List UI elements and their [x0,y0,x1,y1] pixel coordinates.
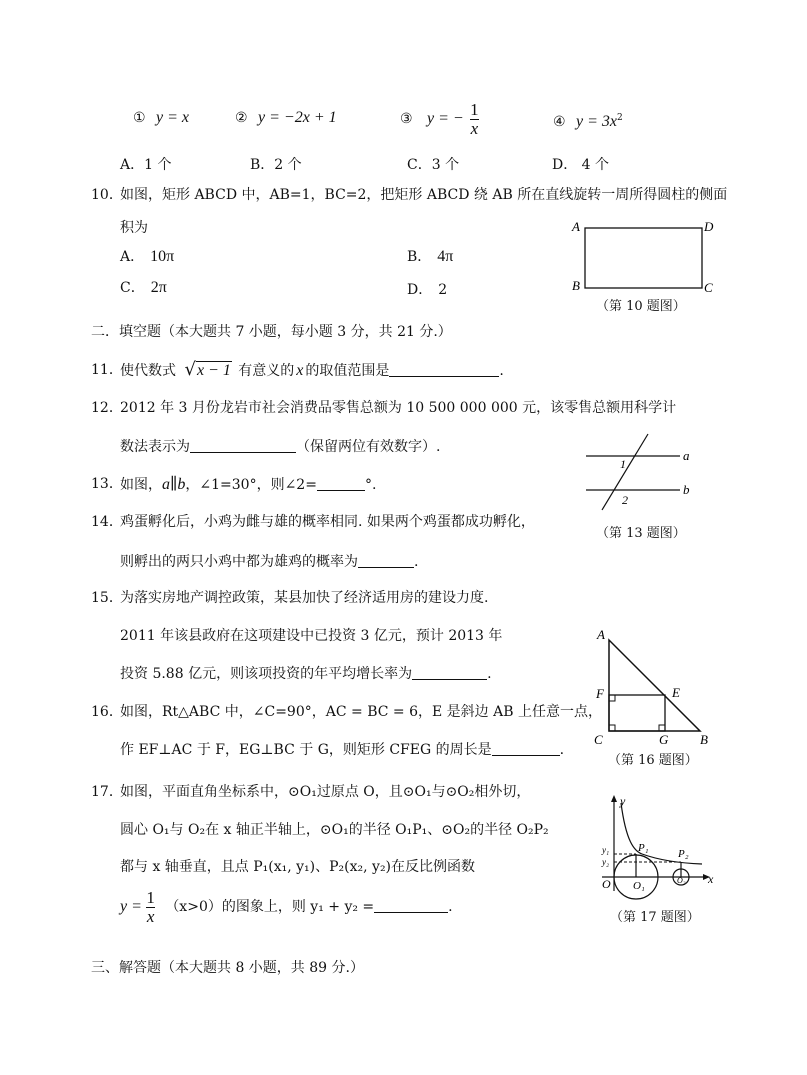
q9-formula-1: y = x [156,109,190,126]
q10-label-b: B [572,278,580,293]
q9-item-2 [235,110,337,126]
q14-end: . [414,554,419,570]
q11-answer-blank[interactable] [389,362,499,377]
q9-formula-3-fraction [470,101,479,138]
q9-item-4 [553,110,623,130]
q15-line2: 2011 年该县政府在这项建设中已投资 3 亿元，预计 2013 年 [120,628,503,644]
q9-option-c: C．3 个 [407,157,460,173]
q9-item-1 [133,110,189,126]
q11-radicand: x − 1 [196,362,231,379]
q11-number: 11． [91,362,123,378]
q14-line1: 鸡蛋孵化后，小鸡为雌与雄的概率相同. 如果两个鸡蛋都成功孵化， [120,514,535,530]
q16-line2 [120,741,564,758]
q16-label-c: C [594,732,603,747]
q13-text [120,476,376,493]
q9-marker-3: ③ [400,111,413,127]
q10-option-c [120,280,167,296]
q17-figure [594,793,722,903]
q14-line2 [120,553,418,570]
q13-end: °. [364,477,377,493]
q17-line3: 都与 x 轴垂直，且点 P₁(x₁, y₁)、P₂(x₂, y₂)在反比例函数 [120,859,476,875]
q12-number: 12． [91,400,123,416]
q9-item-3 [400,96,479,142]
q16-label-a: A [597,627,605,642]
q17-line4b: （x>0）的图象上，则 y₁ + y₂ = [165,899,375,915]
q17-label-p2: P₂ [678,848,689,860]
q16-label-b: B [700,732,708,747]
q10-option-b [407,249,453,265]
q13-label-b: b [683,482,690,497]
q10-label-a: A [572,219,580,234]
q9-formula-4: y = 3x [576,113,618,130]
q9-formula-2: y = −2x + 1 [258,109,337,126]
q15-line3-text: 投资 5.88 亿元，则该项投资的年平均增长率为 [120,666,413,682]
q12-line2 [120,438,440,455]
q10-option-d-letter: D． [407,282,433,298]
q12-answer-blank[interactable] [190,438,296,453]
q17-label-p1: P₁ [638,842,649,854]
q9-marker-2: ② [235,110,248,126]
q13-mid: ，∠1=30°，则∠2= [185,477,317,493]
q10-option-b-letter: B． [407,249,432,265]
q16-end: . [559,742,565,758]
q11-post: 有意义的 [238,363,295,379]
q13-angle-1: 1 [620,457,626,471]
q12-line2a: 数法表示为 [120,439,190,455]
q15-line1: 为落实房地产调控政策，某县加快了经济适用房的建设力度. [120,590,489,606]
q13-pre: 如图， [120,477,162,493]
q16-right-angle-g [659,725,665,731]
q17-label-o1: O₁ [633,880,645,892]
q11-pre: 使代数式 [120,363,176,379]
q14-line2-text: 则孵出的两只小鸡中都为雄鸡的概率为 [120,554,358,570]
q11-end: . [499,363,504,379]
q17-function-lhs: y = [120,898,142,915]
q16-figure [592,625,722,750]
q16-right-angle-c [609,725,615,731]
q17-caption: （第 17 题图） [610,910,700,925]
q11-radical [184,359,231,380]
q10-option-b-value: 4π [437,248,454,265]
q12-line1: 2012 年 3 月份龙岩市社会消费品零售总额为 10 500 000 000 元，该零售总额用科学计 [120,400,677,416]
q17-label-y2: y₂ [602,857,610,867]
q9-frac-den: x [470,118,479,138]
q15-end: . [487,666,492,682]
q17-label-y: y [620,794,626,808]
q16-triangle [609,640,700,731]
q17-line2: 圆心 O₁与 O₂在 x 轴正半轴上，⊙O₁的半径 O₁P₁、⊙O₂的半径 O₂P₂ [120,822,549,838]
q9-option-b: B．2 个 [250,157,302,173]
q16-answer-blank[interactable] [492,741,560,756]
q10-option-a-value: 10π [150,248,175,265]
q9-formula-3-lhs: y = − [427,110,464,127]
q16-line1: 如图，Rt△ABC 中，∠C=90°，AC = BC = 6，E 是斜边 AB 上任意一点， [120,704,602,720]
q16-rectangle-cfeg [609,695,665,731]
q13-parallel: a∥b [162,476,186,493]
q9-option-d: D． 4 个 [552,157,610,173]
q9-marker-4: ④ [553,114,566,130]
q15-number: 15． [91,590,123,606]
q11-text [120,359,504,380]
q13-angle-2: 2 [622,493,628,507]
q17-line4 [120,886,453,928]
q10-option-d-value: 2 [438,282,448,298]
q11-radical-sign: √ [184,359,196,380]
q10-option-a [120,249,174,265]
q17-frac-num: 1 [146,887,155,907]
q17-label-o2: O₂ [677,876,686,885]
q14-number: 14． [91,514,123,530]
q17-answer-blank[interactable] [374,898,448,913]
q17-end: . [448,899,453,915]
q17-label-x: x [708,872,714,886]
section2-title: 二．填空题（本大题共 7 小题，每小题 3 分，共 21 分.） [91,324,452,340]
q15-line3 [120,665,492,682]
q16-label-g: G [659,732,669,747]
q17-label-y1: y₁ [602,845,610,855]
q9-frac-num: 1 [470,99,479,119]
q14-answer-blank[interactable] [358,553,414,568]
q11-post2: 的取值范围是 [305,363,390,379]
q10-rectangle [585,228,702,288]
q11-var: x [296,362,304,379]
q10-label-c: C [704,280,713,295]
q10-caption: （第 10 题图） [596,299,686,314]
q9-marker-1: ① [133,110,146,126]
q17-number: 17． [91,784,123,800]
q10-line1: 如图，矩形 ABCD 中，AB=1，BC=2，把矩形 ABCD 绕 AB 所在直线旋转一周所得圆柱的侧面 [120,187,728,203]
q16-line2-text: 作 EF⊥AC 于 F，EG⊥BC 于 G，则矩形 CFEG 的周长是 [120,742,492,758]
q10-label-d: D [704,219,714,234]
q10-option-d [407,282,447,298]
q10-option-c-value: 2π [150,279,167,296]
q16-label-e: E [672,685,680,700]
q10-option-c-letter: C． [120,280,145,296]
section3-title: 三、解答题（本大题共 8 小题，共 89 分.） [91,960,364,976]
q13-label-a: a [683,448,690,463]
q9-option-a: A．1 个 [120,157,172,173]
q17-frac-den: x [146,906,155,926]
q13-caption: （第 13 题图） [596,526,686,541]
q10-figure [570,218,720,298]
q13-answer-blank[interactable] [317,476,365,491]
q17-label-o: O [602,877,611,891]
q16-number: 16． [91,704,123,720]
q16-caption: （第 16 题图） [608,753,698,768]
q17-y-arrow [611,795,617,802]
q15-answer-blank[interactable] [412,665,487,680]
q17-function-fraction [146,889,155,926]
q10-option-a-letter: A． [120,249,145,265]
q13-number: 13． [91,476,123,492]
q10-number: 10． [91,187,123,203]
q16-label-f: F [596,686,604,701]
q17-line1: 如图，平面直角坐标系中，⊙O₁过原点 O，且⊙O₁与⊙O₂相外切， [120,784,531,800]
q10-line2: 积为 [120,220,148,236]
q9-formula-4-exp: 2 [617,113,623,123]
q12-line2b: （保留两位有效数字）. [296,439,441,455]
q13-figure [580,432,710,512]
q16-right-angle-f [609,695,615,701]
